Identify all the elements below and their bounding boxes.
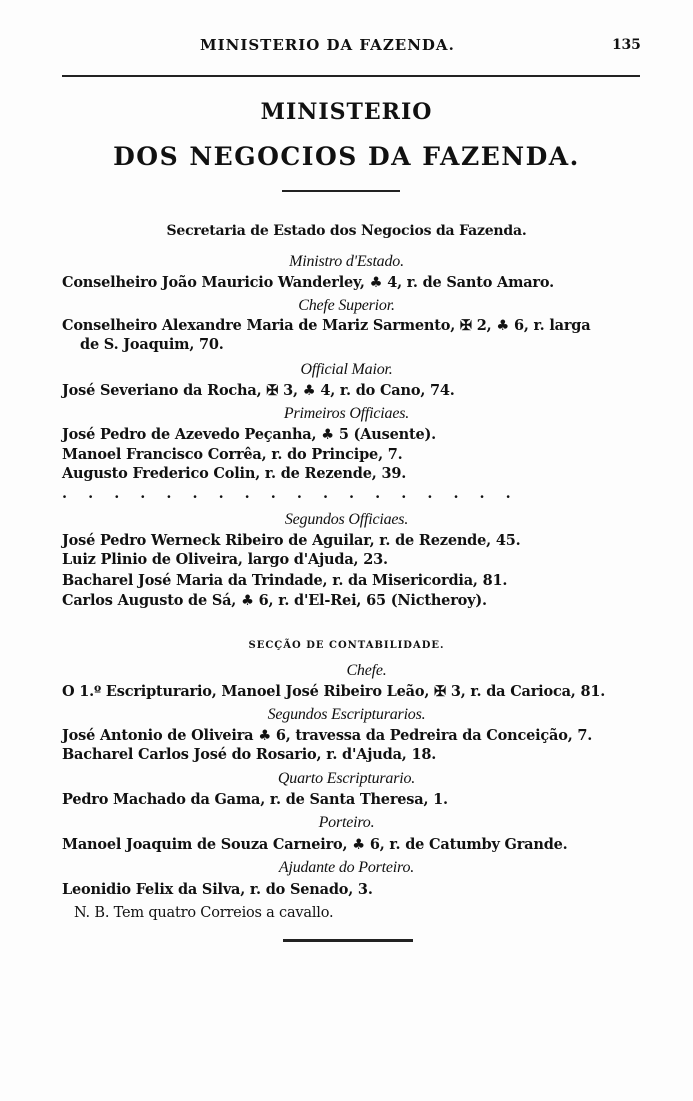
- entry: Conselheiro João Mauricio Wanderley, ♣ 4, r. de Santo Amaro.: [62, 274, 554, 291]
- title-line1: MINISTERIO: [260, 99, 433, 125]
- entry: Manoel Francisco Corrêa, r. do Principe, 7.: [62, 446, 403, 463]
- entry: Bacharel José Maria da Trindade, r. da Misericordia, 81.: [62, 572, 508, 589]
- entry: Luiz Plinio de Oliveira, largo d'Ajuda, 23.: [62, 551, 388, 568]
- entry: Leonidio Felix da Silva, r. do Senado, 3.: [62, 881, 373, 898]
- entry: Manoel Joaquim de Souza Carneiro, ♣ 6, r. de Catumby Grande.: [62, 836, 568, 853]
- subheading: Official Maior.: [300, 361, 393, 378]
- title-line2: DOS NEGOCIOS DA FAZENDA.: [113, 142, 580, 171]
- entry: José Antonio de Oliveira ♣ 6, travessa da Pedreira da Conceição, 7.: [62, 727, 593, 744]
- entry: Carlos Augusto de Sá, ♣ 6, r. d'El-Rei, 65 (Nictheroy).: [62, 592, 487, 609]
- header-rule: [62, 75, 640, 77]
- entry: José Severiano da Rocha, ✠ 3, ♣ 4, r. do Cano, 74.: [62, 382, 455, 399]
- entry: O 1.º Escripturario, Manoel José Ribeiro Leão, ✠ 3, r. da Carioca, 81.: [62, 683, 606, 700]
- subheading: Quarto Escripturario.: [277, 770, 416, 787]
- subheading: Segundos Officiaes.: [284, 511, 409, 528]
- subheading: Chefe Superior.: [298, 297, 395, 314]
- page-number: 135: [612, 37, 641, 53]
- end-rule: [283, 939, 413, 942]
- subheading: Chefe.: [346, 662, 387, 679]
- entry: Bacharel Carlos José do Rosario, r. d'Ajuda, 18.: [62, 746, 437, 763]
- entry: Pedro Machado da Gama, r. de Santa Theresa, 1.: [62, 791, 448, 808]
- dot-leader: . . . . . . . . . . . . . . . . . .: [62, 485, 519, 502]
- section-heading: Secretaria de Estado dos Negocios da Fazenda.: [166, 223, 527, 239]
- entry: Augusto Frederico Colin, r. de Rezende, 39.: [62, 465, 407, 482]
- subheading: Ministro d'Estado.: [289, 253, 404, 270]
- section-heading: SECÇÃO DE CONTABILIDADE.: [248, 640, 445, 651]
- running-title: MINISTERIO DA FAZENDA.: [200, 36, 455, 54]
- entry: José Pedro Werneck Ribeiro de Aguilar, r. de Rezende, 45.: [62, 532, 521, 549]
- entry: Conselheiro Alexandre Maria de Mariz Sarmento, ✠ 2, ♣ 6, r. larga: [62, 317, 591, 334]
- subheading: Ajudante do Porteiro.: [278, 859, 415, 876]
- entry: José Pedro de Azevedo Peçanha, ♣ 5 (Ausente).: [62, 426, 436, 443]
- subheading: Segundos Escripturarios.: [267, 706, 426, 723]
- subheading: Porteiro.: [318, 814, 375, 831]
- note: N. B. Tem quatro Correios a cavallo.: [74, 905, 334, 921]
- subheading: Primeiros Officiaes.: [283, 405, 410, 422]
- entry-continued: de S. Joaquim, 70.: [80, 336, 224, 353]
